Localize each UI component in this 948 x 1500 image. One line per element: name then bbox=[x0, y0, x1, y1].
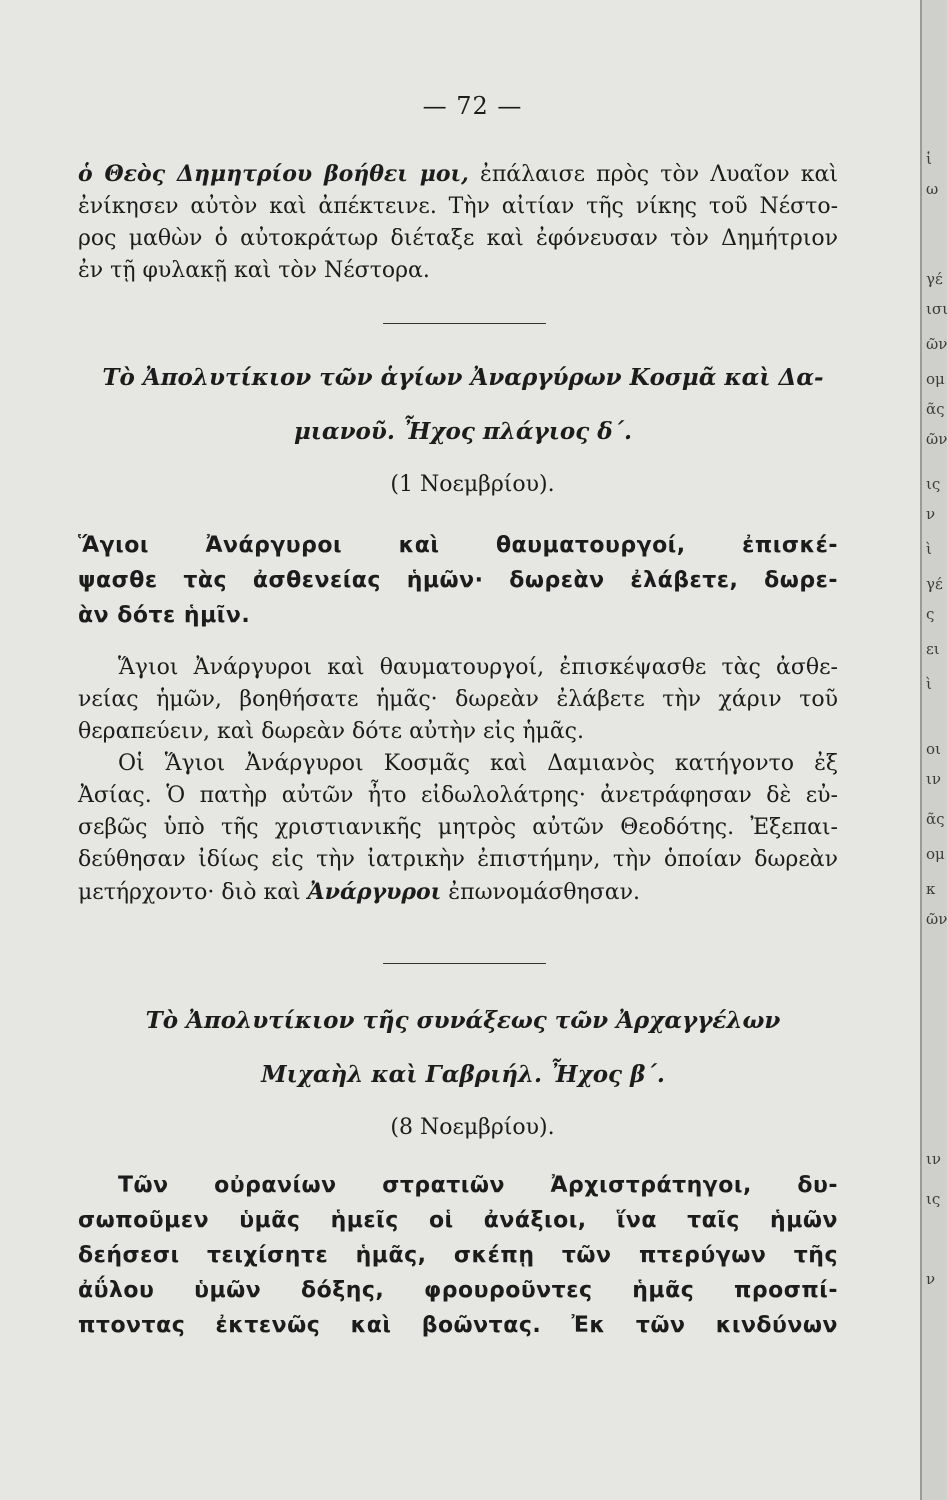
emphasized-term: Ἀνάργυροι bbox=[307, 879, 442, 905]
emphasized-invocation: ὁ Θεὸς Δημητρίου βοήθει μοι, bbox=[78, 161, 469, 187]
hymn-line: Ἅγιοι Ἀνάργυροι καὶ θαυματουργοί, ἐπισκέ- bbox=[78, 533, 838, 558]
section-heading-anargyroi-cont: μιανοῦ. Ἦχος πλάγιος δ΄. bbox=[293, 418, 633, 445]
text-line: δεύθησαν ἰδίως εἰς τὴν ἰατρικὴν ἐπιστήμην, τὴν ὁποίαν δωρεὰν bbox=[78, 847, 838, 872]
fragment: γέ bbox=[926, 270, 943, 288]
fragment: ᾶς bbox=[926, 810, 945, 828]
fragment: ὶ bbox=[926, 675, 932, 693]
fragment: ὶ bbox=[926, 540, 932, 558]
feast-date: (1 Νοεμβρίου). bbox=[390, 472, 555, 497]
fragment: ᾶς bbox=[926, 400, 945, 418]
feast-date: (8 Νοεμβρίου). bbox=[390, 1115, 555, 1140]
section-heading-archangels: Τὸ Ἀπολυτίκιον τῆς συνάξεως τῶν Ἀρχαγγέλων bbox=[145, 1007, 781, 1034]
text-line: ἐνίκησεν αὐτὸν καὶ ἀπέκτεινε. Τὴν αἰτίαν τῆς νίκης τοῦ Νέστο- bbox=[78, 194, 838, 219]
fragment: ισι bbox=[926, 300, 948, 318]
fragment: γέ bbox=[926, 575, 943, 593]
fragment: ῶν bbox=[926, 430, 948, 448]
fragment: ις bbox=[926, 1190, 941, 1208]
hymn-archangels bbox=[78, 1168, 838, 1343]
fragment: οι bbox=[926, 740, 941, 758]
text-line: ἐν τῇ φυλακῇ καὶ τὸν Νέστορα. bbox=[78, 258, 430, 283]
fragment: ις bbox=[926, 475, 941, 493]
text-line: ρος μαθὼν ὁ αὐτοκράτωρ διέταξε καὶ ἐφόνευσαν τὸν Δημήτριον bbox=[78, 226, 838, 251]
fragment: ν bbox=[926, 505, 936, 523]
hymn-line: ψασθε τὰς ἀσθενείας ἡμῶν· δωρεὰν ἐλάβετε, δωρε- bbox=[78, 568, 838, 593]
hymn-line: πτοντας ἐκτενῶς καὶ βοῶντας. Ἐκ τῶν κινδύνων bbox=[78, 1313, 838, 1338]
fragment: ιν bbox=[926, 1150, 941, 1168]
hymn-line: σωποῦμεν ὑμᾶς ἡμεῖς οἱ ἀνάξιοι, ἵνα ταῖς ἡμῶν bbox=[78, 1208, 838, 1233]
fragment: ῶν bbox=[926, 910, 948, 928]
hymn-line: δεήσεσι τειχίσητε ἡμᾶς, σκέπῃ τῶν πτερύγων τῆς bbox=[78, 1243, 838, 1268]
hymn-line: Τῶν οὐρανίων στρατιῶν Ἀρχιστράτηγοι, δυ- bbox=[118, 1173, 838, 1198]
section-divider bbox=[383, 963, 546, 964]
text-line: νείας ἡμῶν, βοηθήσατε ἡμᾶς· δωρεὰν ἐλάβετε τὴν χάριν τοῦ bbox=[78, 687, 838, 712]
fragment: ἱ bbox=[926, 150, 932, 168]
fragment: ν bbox=[926, 1270, 936, 1288]
text-line: Οἱ Ἅγιοι Ἀνάργυροι Κοσμᾶς καὶ Δαμιανὸς κατήγοντο ἐξ bbox=[118, 751, 838, 776]
text-line: μετήρχοντο· διὸ καὶ Ἀνάργυροι ἐπωνομάσθησαν. bbox=[78, 879, 640, 905]
fragment: ομ bbox=[926, 845, 945, 863]
adjacent-page-edge bbox=[920, 0, 947, 1500]
fragment: ς bbox=[926, 605, 935, 623]
fragment: ῶν bbox=[926, 335, 948, 353]
section-divider bbox=[383, 323, 546, 324]
text-line: ὁ Θεὸς Δημητρίου βοήθει μοι, ἐπάλαισε πρὸς τὸν Λυαῖον καὶ bbox=[78, 161, 838, 187]
hymn-line: ἀΰλου ὑμῶν δόξης, φρουροῦντες ἡμᾶς προσπί- bbox=[78, 1278, 838, 1303]
hymn-line: ὰν δότε ἡμῖν. bbox=[78, 603, 251, 628]
text-line: θεραπεύειν, καὶ δωρεὰν δότε αὐτὴν εἰς ἡμᾶς. bbox=[78, 719, 584, 744]
fragment: κ bbox=[926, 880, 936, 898]
page-number: — 72 — bbox=[422, 92, 523, 120]
fragment: ιν bbox=[926, 770, 941, 788]
section-heading-anargyroi: Τὸ Ἀπολυτίκιον τῶν ἁγίων Ἀναργύρων Κοσμᾶ καὶ Δα- bbox=[102, 364, 824, 391]
paragraph-anargyroi-body bbox=[78, 652, 838, 909]
paragraph-nestor-story bbox=[78, 158, 838, 287]
fragment: ει bbox=[926, 640, 940, 658]
text-line: σεβῶς ὑπὸ τῆς χριστιανικῆς μητρὸς αὐτῶν Θεοδότης. Ἐξεπαι- bbox=[78, 815, 838, 840]
text-line: Ἀσίας. Ὁ πατὴρ αὐτῶν ἦτο εἰδωλολάτρης· ἀνετράφησαν δὲ εὐ- bbox=[78, 783, 838, 808]
section-heading-archangels-cont: Μιχαὴλ καὶ Γαβριήλ. Ἦχος β΄. bbox=[261, 1061, 665, 1088]
text-line: Ἅγιοι Ἀνάργυροι καὶ θαυματουργοί, ἐπισκέψασθε τὰς ἀσθε- bbox=[118, 655, 838, 680]
fragment: ω bbox=[926, 180, 939, 198]
fragment: ομ bbox=[926, 370, 945, 388]
hymn-anargyroi bbox=[78, 528, 838, 633]
